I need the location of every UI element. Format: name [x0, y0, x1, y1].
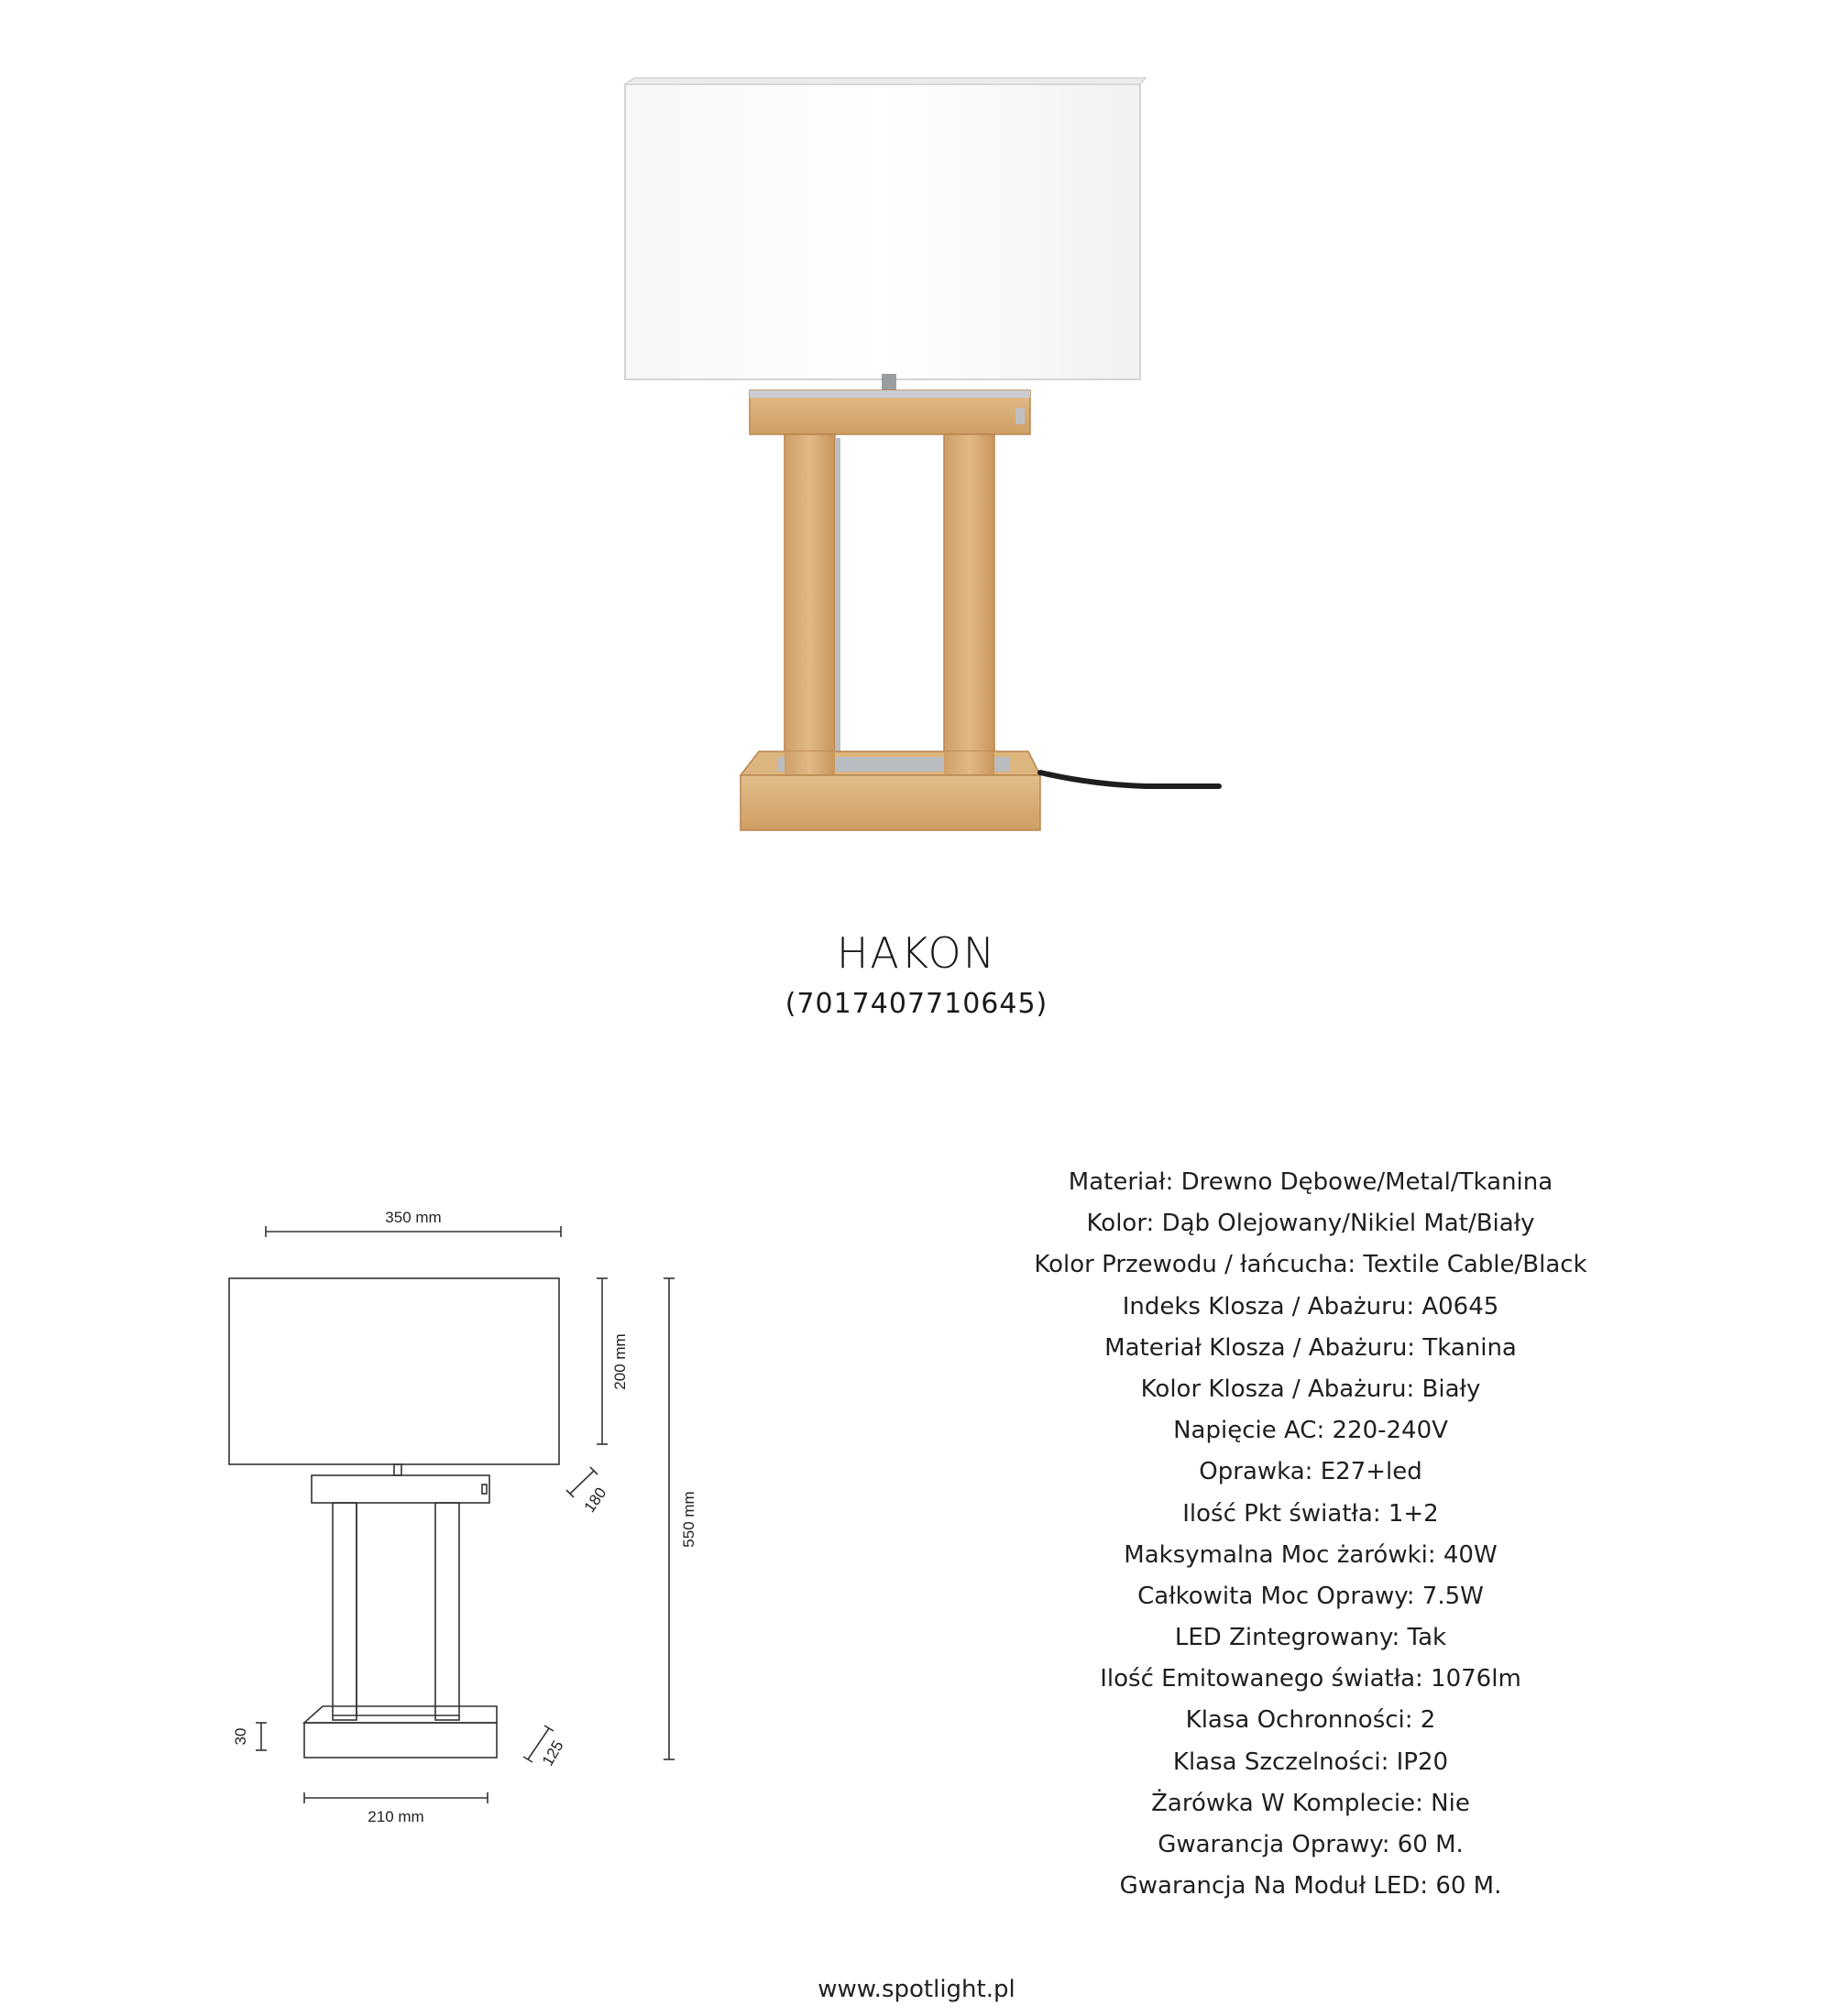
spec-item: Kolor Przewodu / łańcucha: Textile Cable/Black: [1034, 1251, 1587, 1279]
spec-item: Indeks Klosza / Abażuru: A0645: [1122, 1292, 1499, 1320]
product-photo: [0, 0, 1833, 898]
spec-item: Materiał: Drewno Dębowe/Metal/Tkanina: [1068, 1168, 1553, 1196]
footer-url: www.spotlight.pl: [818, 1976, 1015, 2003]
wood-base: [741, 751, 1040, 830]
lamp-shade: [625, 78, 1146, 379]
spec-item: Maksymalna Moc żarówki: 40W: [1124, 1540, 1498, 1569]
power-cable: [1040, 772, 1219, 786]
drawing-upright-right: [435, 1503, 459, 1720]
spec-item: Ilość Pkt światła: 1+2: [1182, 1499, 1439, 1528]
spec-item: Materiał Klosza / Abażuru: Tkanina: [1104, 1333, 1517, 1362]
wood-upright-left: [785, 434, 835, 781]
dim-base-height-label: 30: [232, 1727, 249, 1746]
spec-item: Ilość Emitowanego światła: 1076lm: [1100, 1665, 1521, 1693]
drawing-base: [304, 1723, 497, 1758]
dim-shade-depth-label: 180: [580, 1484, 610, 1516]
spec-item: Klasa Ochronności: 2: [1185, 1706, 1436, 1735]
product-code: (7017407710645): [785, 988, 1048, 1020]
metal-insert: [835, 438, 840, 777]
dim-width-top-label: 350 mm: [385, 1209, 442, 1226]
dimension-drawing: [211, 1191, 724, 1851]
dim-total-height-label: 550 mm: [680, 1491, 697, 1548]
spec-item: Kolor: Dąb Olejowany/Nikiel Mat/Biały: [1086, 1210, 1535, 1238]
spec-item: Całkowita Moc Oprawy: 7.5W: [1137, 1582, 1484, 1610]
spec-item: Napięcie AC: 220-240V: [1173, 1417, 1448, 1445]
drawing-top-bar: [312, 1475, 489, 1503]
dim-shade-height-label: 200 mm: [611, 1333, 629, 1390]
dim-base-depth-label: 125: [538, 1737, 567, 1769]
dim-base-width-label: 210 mm: [368, 1808, 424, 1825]
wood-upright-right: [944, 434, 994, 781]
spec-item: Gwarancja Na Moduł LED: 60 M.: [1119, 1872, 1502, 1901]
drawing-shade: [229, 1278, 559, 1464]
spec-item: Gwarancja Oprawy: 60 M.: [1158, 1831, 1464, 1858]
product-title: HAKON: [836, 928, 997, 978]
drawing-stem: [394, 1464, 401, 1475]
spec-item: Żarówka W Komplecie: Nie: [1151, 1789, 1470, 1817]
spec-item: Kolor Klosza / Abażuru: Biały: [1140, 1375, 1481, 1403]
spec-item: LED Zintegrowany: Tak: [1174, 1624, 1447, 1652]
spec-item: Klasa Szczelności: IP20: [1172, 1748, 1449, 1776]
spec-list: [962, 1162, 1659, 1907]
drawing-upright-left: [333, 1503, 357, 1720]
wood-top-bar: [750, 390, 1030, 434]
spec-item: Oprawka: E27+led: [1199, 1458, 1422, 1486]
